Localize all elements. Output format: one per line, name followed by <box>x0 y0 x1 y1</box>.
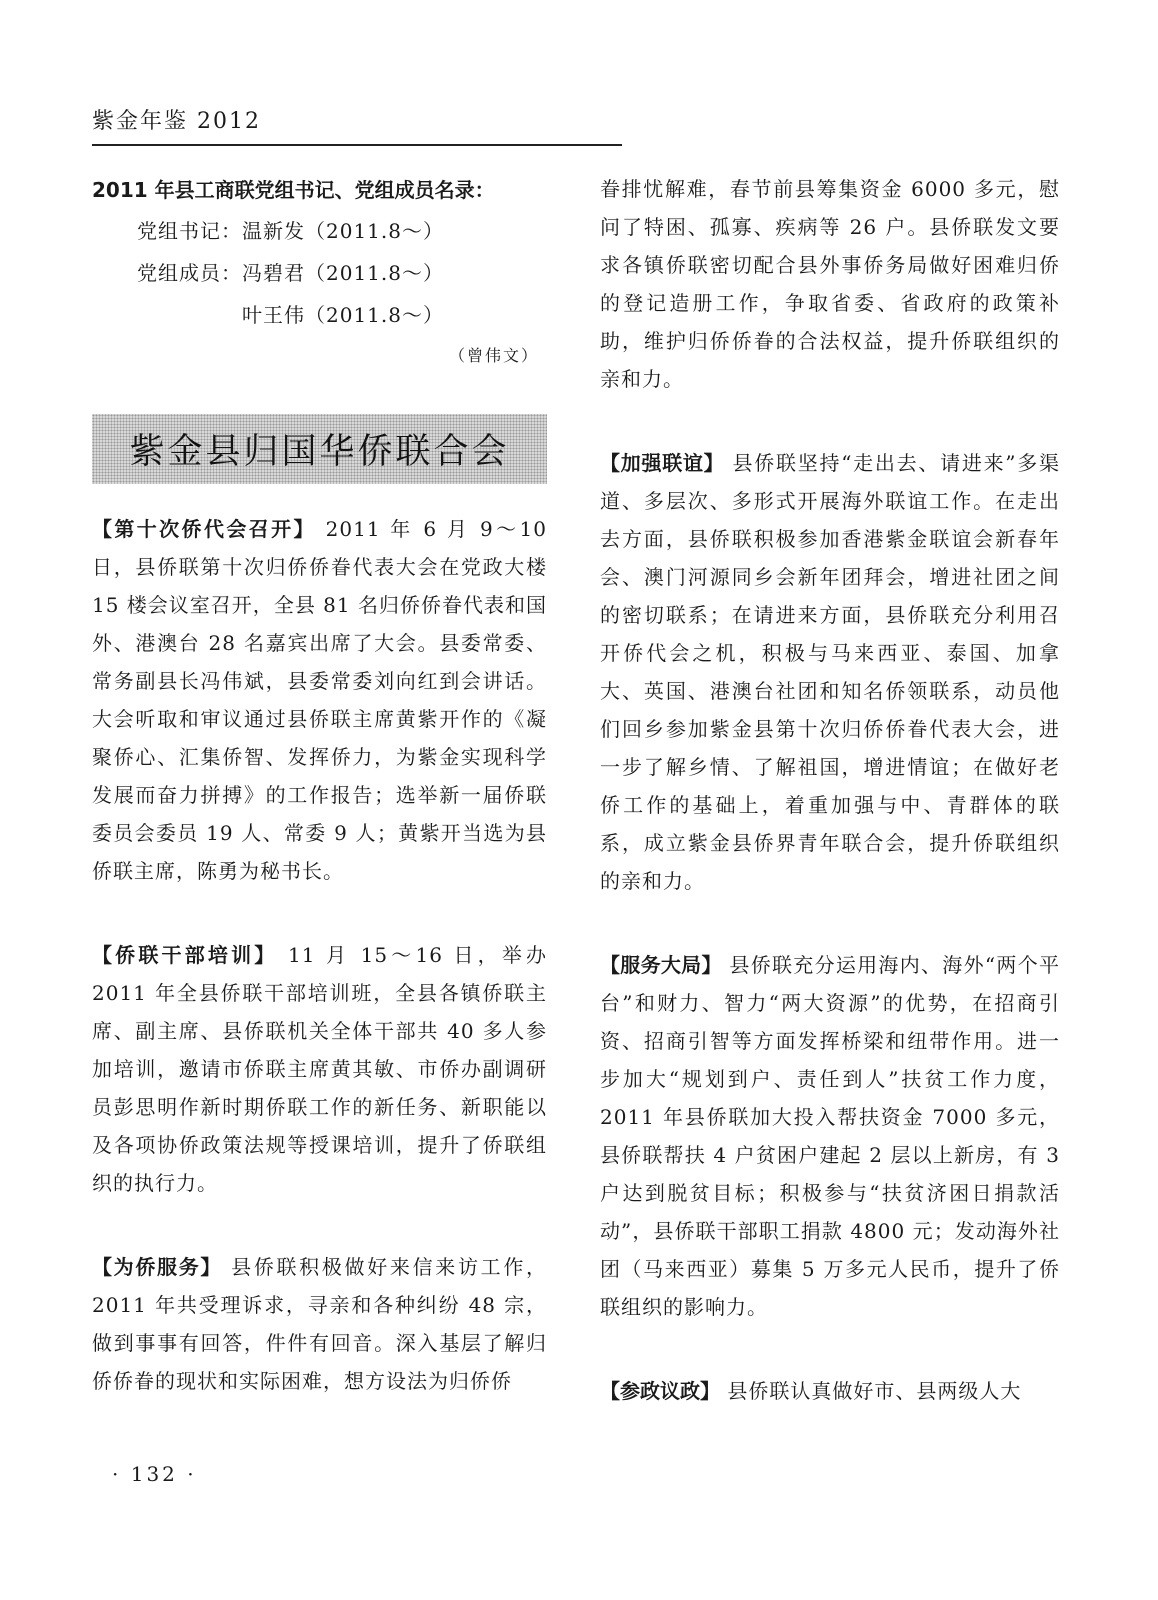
paragraph-tag: 【参政议政】 <box>600 1379 720 1403</box>
paragraph-liaison <box>600 444 1060 900</box>
paragraph-congress <box>92 510 547 890</box>
paragraph-text: 县侨联积极做好来信来访工作，2011 年共受理诉求，寻亲和各种纠纷 48 宗，做到事事有回答，件件有回音。深入基层了解归侨侨眷的现状和实际困难，想方设法为归侨侨 <box>92 1255 547 1393</box>
paragraph-tag: 【侨联干部培训】 <box>92 943 278 967</box>
paragraph-serve-overall <box>600 946 1060 1326</box>
paragraph-text: 县侨联认真做好市、县两级人大 <box>720 1379 1022 1403</box>
section-banner <box>92 414 547 484</box>
paragraph-tag: 【为侨服务】 <box>92 1255 223 1279</box>
paragraph-tag: 【第十次侨代会召开】 <box>92 517 316 541</box>
page-number: · 132 · <box>112 1462 197 1486</box>
paragraph-service <box>92 1248 547 1400</box>
left-column <box>92 170 547 1400</box>
author-credit: （曾伟文） <box>448 346 539 365</box>
header-rule <box>92 144 622 146</box>
paragraph-text: 11 月 15～16 日，举办 2011 年全县侨联干部培训班，全县各镇侨联主席、副主席、县侨联机关全体干部共 40 多人参加培训，邀请市侨联主席黄其敏、市侨办副调研员彭思明作新时期侨联工作的新任务、新职能以及各项协侨政策法规等授课培训，提升了侨联组织的执行力。 <box>92 943 548 1195</box>
right-column <box>600 170 1060 1410</box>
list-title: 2011 年县工商联党组书记、党组成员名录： <box>92 178 495 202</box>
paragraph-text: 县侨联坚持“走出去、请进来”多渠道、多层次、多形式开展海外联谊工作。在走出去方面，县侨联积极参加香港紫金联谊会新春年会、澳门河源同乡会新年团拜会，增进社团之间的密切联系；在请进来方面，县侨联充分利用召开侨代会之机，积极与马来西亚、泰国、加拿大、英国、港澳台社团和知名侨领联系，动员他们回乡参加紫金县第十次归侨侨眷代表大会，进一步了解乡情、了解祖国，增进情谊；在做好老侨工作的基础上，着重加强与中、青群体的联系，成立紫金县侨界青年联合会，提升侨联组织的亲和力。 <box>600 451 1061 893</box>
paragraph-tag: 【加强联谊】 <box>600 451 725 475</box>
section-banner-title: 紫金县归国华侨联合会 <box>129 432 510 472</box>
paragraph-continuation: 眷排忧解难，春节前县筹集资金 6000 多元，慰问了特困、孤寡、疾病等 26 户。县侨联发文要求各镇侨联密切配合县外事侨务局做好困难归侨的登记造册工作，争取省委、省政府的政策补助，维护归侨侨眷的合法权益，提升侨联组织的亲和力。 <box>600 177 1060 391</box>
list-line-secretary: 党组书记：温新发（2011.8～） <box>137 219 444 243</box>
paragraph-politics <box>600 1372 1060 1410</box>
paragraph-text: 2011 年 6 月 9～10 日，县侨联第十次归侨侨眷代表大会在党政大楼 15 楼会议室召开，全县 81 名归侨侨眷代表和国外、港澳台 28 名嘉宾出席了大会。县委常委、常务副县长冯伟斌，县委常委刘向红到会讲话。大会听取和审议通过县侨联主席黄紫开作的《凝聚侨心、汇集侨智、发挥侨力，为紫金实现科学发展而奋力拼搏》的工作报告；选举新一届侨联委员会委员 19 人、常委 9 人；黄紫开当选为县侨联主席，陈勇为秘书长。 <box>92 517 547 883</box>
running-header: 紫金年鉴 2012 <box>92 109 261 134</box>
paragraph-tag: 【服务大局】 <box>600 953 722 977</box>
paragraph-training <box>92 936 547 1202</box>
paragraph-text: 县侨联充分运用海内、海外“两个平台”和财力、智力“两大资源”的优势，在招商引资、招商引智等方面发挥桥梁和纽带作用。进一步加大“规划到户、责任到人”扶贫工作力度，2011 年县侨联加大投入帮扶资金 7000 多元，县侨联帮扶 4 户贫困户建起 2 层以上新房，有 3 户达到脱贫目标；积极参与“扶贫济困日捐款活动”，县侨联干部职工捐款 4800 元；发动海外社团（马来西亚）募集 5 万多元人民币，提升了侨联组织的影响力。 <box>600 953 1060 1319</box>
list-line-member-2: 叶王伟（2011.8～） <box>242 303 444 327</box>
list-line-member-1: 党组成员：冯碧君（2011.8～） <box>137 261 444 285</box>
